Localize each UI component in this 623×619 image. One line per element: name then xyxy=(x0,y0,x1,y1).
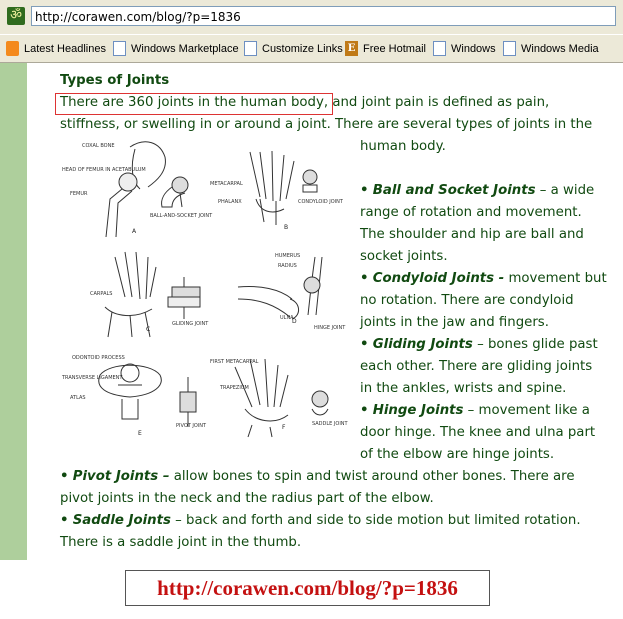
joint-desc-line: socket joints. xyxy=(360,249,448,264)
label-coxal-bone: COXAL BONE xyxy=(82,143,115,149)
joint-desc-line: There is a saddle joint in the thumb. xyxy=(60,535,302,550)
label-first-metacarpal: FIRST METACARPAL xyxy=(210,359,259,365)
joint-hinge: • Hinge Joints – movement like a xyxy=(360,403,590,418)
link-windows-marketplace[interactable]: Windows Marketplace xyxy=(113,35,239,63)
label-letter-b: B xyxy=(284,224,289,231)
joint-desc-line: range of rotation and movement. xyxy=(360,205,582,220)
label-carpals: CARPALS xyxy=(90,291,113,297)
label-head-of-femur: HEAD OF FEMUR IN ACETABULUM xyxy=(62,167,146,173)
link-free-hotmail[interactable]: E Free Hotmail xyxy=(345,35,426,63)
label-phalanx: PHALANX xyxy=(218,199,242,205)
joint-saddle: • Saddle Joints – back and forth and side to side motion but limited rotation. xyxy=(60,513,581,528)
label-letter-d: D xyxy=(292,318,297,325)
intro-line-1: There are 360 joints in the human body, and joint pain is defined as pain, xyxy=(60,95,550,110)
link-latest-headlines[interactable]: Latest Headlines xyxy=(6,35,106,63)
joint-desc-line: each other. There are gliding joints xyxy=(360,359,593,374)
address-input[interactable]: http://corawen.com/blog/?p=1836 xyxy=(31,6,616,26)
label-hinge: HINGE JOINT xyxy=(314,325,346,331)
page-icon xyxy=(433,41,446,56)
link-customize-links[interactable]: Customize Links xyxy=(244,35,343,63)
joint-name: Ball and Socket Joints xyxy=(372,183,536,198)
joint-name: Saddle Joints xyxy=(72,513,171,528)
label-letter-f: F xyxy=(282,424,286,431)
joint-types-illustration xyxy=(60,137,350,440)
page-icon xyxy=(503,41,516,56)
label-letter-c: C xyxy=(146,326,151,333)
address-bar xyxy=(0,0,623,34)
label-saddle: SADDLE JOINT xyxy=(312,421,348,427)
label-gliding: GLIDING JOINT xyxy=(172,321,209,327)
joint-name: Condyloid Joints - xyxy=(372,271,505,286)
joint-desc-line: door hinge. The knee and ulna part xyxy=(360,425,596,440)
label-metacarpal: METACARPAL xyxy=(210,181,243,187)
links-toolbar xyxy=(0,34,623,63)
intro-line-3: human body. xyxy=(360,139,446,154)
label-letter-e: E xyxy=(138,430,142,437)
label-trapezium: TRAPEZIUM xyxy=(220,385,249,391)
section-heading: Types of Joints xyxy=(60,73,170,88)
joint-pivot: • Pivot Joints – allow bones to spin and twist around other bones. There are xyxy=(60,469,575,484)
hotmail-icon: E xyxy=(345,41,358,56)
label-pivot: PIVOT JOINT xyxy=(176,423,207,429)
joint-desc-line: The shoulder and hip are ball and xyxy=(360,227,584,242)
link-windows[interactable]: Windows xyxy=(433,35,496,63)
label-letter-a: A xyxy=(132,228,137,235)
joint-name: Gliding Joints xyxy=(372,337,473,352)
joint-desc-line: pivot joints in the neck and the radius part of the elbow. xyxy=(60,491,434,506)
label-femur: FEMUR xyxy=(70,191,88,197)
highlighted-fact: There are 360 joints in the human body, xyxy=(60,95,329,110)
joint-desc-line: no rotation. There are condyloid xyxy=(360,293,574,308)
label-transverse-ligament: TRANSVERSE LIGAMENT xyxy=(62,375,123,381)
label-odontoid: ODONTOID PROCESS xyxy=(72,355,125,361)
label-ulna: ULNA xyxy=(280,315,294,321)
label-condyloid: CONDYLOID JOINT xyxy=(298,199,343,205)
link-windows-media[interactable]: Windows Media xyxy=(503,35,599,63)
label-ball-socket: BALL-AND-SOCKET JOINT xyxy=(150,213,213,219)
joint-name: Hinge Joints xyxy=(372,403,464,418)
left-sidebar-strip xyxy=(0,63,27,560)
label-radius: RADIUS xyxy=(278,263,297,269)
site-favicon-icon: ॐ xyxy=(7,7,25,25)
joint-desc-line: in the ankles, wrists and spine. xyxy=(360,381,567,396)
joint-desc-line: of the elbow are hinge joints. xyxy=(360,447,555,462)
rss-icon xyxy=(6,41,19,56)
label-humerus: HUMERUS xyxy=(275,253,301,259)
joint-condyloid: • Condyloid Joints - movement but xyxy=(360,271,607,286)
joint-ball-socket: • Ball and Socket Joints – a wide xyxy=(360,183,595,198)
vertebra-pivot-drawing xyxy=(99,364,196,427)
hand-condyloid-drawing xyxy=(250,151,317,225)
page-icon xyxy=(113,41,126,56)
joint-gliding: • Gliding Joints – bones glide past xyxy=(360,337,598,352)
url-banner: http://corawen.com/blog/?p=1836 xyxy=(125,570,490,606)
hip-joint-drawing xyxy=(106,142,188,237)
intro-line-2: stiffness, or swelling in or around a joint. There are several types of joints in the xyxy=(60,117,593,132)
label-atlas: ATLAS xyxy=(70,395,86,401)
page-icon xyxy=(244,41,257,56)
joint-name: Pivot Joints – xyxy=(72,469,170,484)
joint-desc-line: joints in the jaw and fingers. xyxy=(360,315,549,330)
